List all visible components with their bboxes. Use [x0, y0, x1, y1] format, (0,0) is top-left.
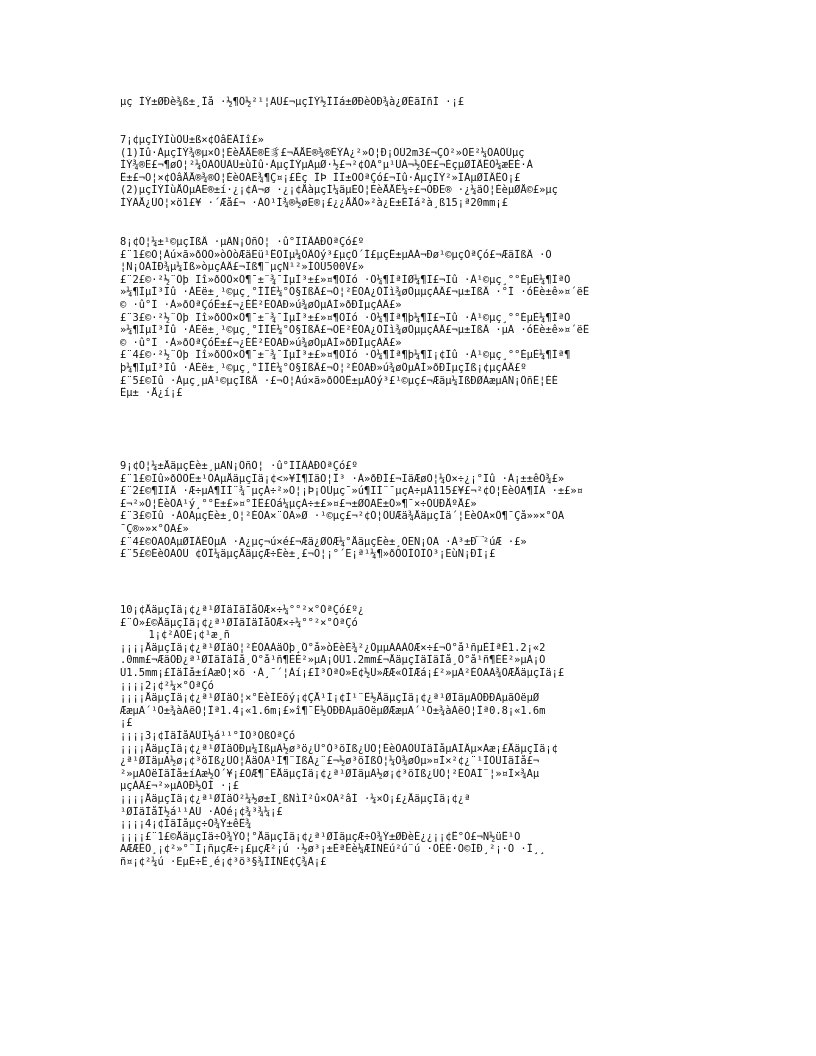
text-line: ¡¡¡¡ÅäµçÏä¡¢¿ª¹ØÏäÖÐµ¼ÏßµÄ½ø³ö¿Ú°Ó³öÏß¿ÚÓ¦ÉèÖÃÔÚÏäÌåµÄÏÂµ×Ãæ¡£ÅäµçÏä¡¢ [120, 742, 558, 755]
text-line: ¦Ñ¡ÓÃÍÐ¾µ¼Ïß»òµçÀÂ£¬Ïß¶¨µçÑ¹²»ÍÓÚ500V£» [120, 261, 364, 274]
text-line: µç ÌÝ±ØÐè¾ß±¸Îå ·½¶Ô½²¹¦ÄÜ£¬µçÌÝ½ÎÏá±ØÐèÓÐ¾à¿ØÉãÏñÍ ·¡£ [120, 96, 465, 108]
text-line: £¨3£©Ïû ·ÀÓÃµçÉè±¸Ó¦²ÉÓÃ×¨ÓÃ»Ø ·¹©µç£¬²¢Ó¦ÔÚÆä¾ÅäµçÏä´¦ÉèÖÃ×Ô¶¯Çå»»×°ÖÃ [120, 510, 565, 523]
section-heading: 10¡¢ÅäµçÏä¡¢¿ª¹ØÏäÏäÌåÖÆ×÷¼°°²×°ÒªÇó£º¿ [120, 604, 364, 616]
text-line: »¼¶ÌµÍ³Ïû ·ÀÈë±¸¹©µç¸°ÍÎÈ¼°Ò§ÏßÂ£¬ÒË²ÉÓÃ¿ÓÎì¾øÔµµçÀÂ£¬µ±ÏßÂ ·µÄ ·óÉè±ê»¤´ëÊ [120, 324, 590, 337]
text-line: Êµ± ·Å¿í¡£ [120, 387, 183, 400]
text-line: £¨3£©·²½¨Öþ Ïî»ðÔÖ×Ô¶¯±¨¾¯ÌµÍ³±£»¤¶ÔÏó ·Ö¼¶Ìª¶þ¼¶Ï£¬Ïû ·À¹©µç¸°°ÉµÈ¼¶ÎªÒ [120, 311, 571, 324]
section-10 [120, 604, 700, 868]
text-line: © ·û°Ï ·À»ðÒªÇóÊ±£¬¿ÉÊ²ÉÓÃÐ»ú¾øÔµÄÍ»ðÐÍµçÀÂ£» [120, 336, 402, 349]
section-heading: 8¡¢Ó¦¼±¹©µçÏßÂ ·µÄÑ¡ÔñÓ¦ ·û°ÏÏÂÁÐÒªÇó£º [120, 236, 364, 248]
text-line: ÃÆÆÊÔ¸¡¢²»°¨Ï¡ñµçÆ÷¡£µçÆ²¡ú ·½ø³¡±ÈªÉè¼ÆÍÑÉú²ú¨ú ·ÒÈÈ·Ó©ÍÐ¸²¡·Ó ·Î¸¸ [120, 843, 546, 856]
text-line: ¡¡¡¡ÅäµçÏä¡¢¿ª¹ØÏäÓ¦×°ÉèÍËõý¡¢ÇÅ¹Ì¡¢Ì¹¨Ê½ÅäµçÏä¡¢¿ª¹ØÏäµÄÖÐÐÄµãÓëµØ [120, 692, 540, 705]
text-line: .0mm£¬ÆäÖÐ¿ª¹ØÏäÏäÌå¸Ö°å¹ñ¶ÈÈ²»µÃ¡ÓÚ1.2mm£¬ÅäµçÏäÏäÌå¸Ö°å¹ñ¶ÈÈ²»µÃ¡Ó [120, 654, 546, 667]
text-line: ÆæµÄ´¹Ö±¾àÀëÓ¦Îª1.4¡«1.6m¡£»î¶¯Ê½ÖÐÐÄµãÓëµØÆæµÄ´¹Ö±¾àÀëÓ¦Îª0.8¡«1.6m [120, 704, 546, 717]
text-line: £¨5£©ÉèÖÃÓÚ ¢ÓÎ¼äµçÅäµçÆ÷Éè±¸£¬Ó¦¡°´Ë¡ª¹¼¶»ðÔÖÌÕÏÕ³¡ËùÑ¡ÐÍ¡£ [120, 548, 496, 561]
item-heading: ¡¡¡¡2¡¢²¼×°ÒªÇó [120, 679, 214, 692]
text-line: ¡¡¡¡ÅäµçÏä¡¢¿ª¹ØÏäÔ²¼½ø±Ï¸ßÑìÏ²û×ÓÃ²âÍ ·¼×Ó¡£¿ÅäµçÏä¡¢¿ª [120, 792, 471, 805]
text-line: ¡¡¡¡£¨1£©ÅäµçÏä÷Ó¾ÝÓ¦°ÅäµçÏä¡¢¿ª¹ØÏäµçÆ÷Ó¾Ý±ØÐèÉ¿¿¡¡¢Ê°Ò£¬Ñ½üÊ¹Ó [120, 830, 521, 843]
text-line: £¨5£©Ïû ·Àµç¸µÄ¹©µçÏßÂ ·£¬Ó¦Àú×ã»ðÔÖÊ±µÄÕý³£¹©µç£¬Æäµ¼ÏßÐØÃæµÄÑ¡ÔñÉ¦ÈÉ [120, 374, 558, 387]
text-line: £¨4£©ÓÃÖÃµØÏÂÊÒµÄ ·Ã¿µç¬ú×é£¬Æä¿ØÖÆ¼°ÅäµçÉè±¸ÒËÑ¡ÓÃ ·À³±Ð͡²úÆ ·£» [120, 535, 527, 548]
text-line: »¼¶ÌµÍ³Ïû ·ÀÈë±¸¹©µç¸°ÍÎÈ¼°Ò§ÏßÂ£¬Ó¦²ÉÓÃ¿ÓÎì¾øÔµµçÀÂ£¬µ±ÏßÂ ·°Í ·óÉè±ê»¤´ëÊ [120, 286, 590, 299]
section-9 [120, 460, 700, 561]
text-line: £¨1£©Ïû»ðÔÖÊ±¹ÓÃµÅäµçÏä¡¢<»¥Í¶ÏäÓ¦Î³ ·À»ðÐÍ£¬ÏäÆøÓ¦¼Ó×÷¿¡°Ïû ·À¡±±êÖ¾£» [120, 472, 565, 485]
text-line: ¹ØÏäÌåÎ½á¹¹ÄÚ ·ÀÓé¡¢¾³¾¼¡£ [120, 805, 283, 818]
text-line: ÌÝÄÅ¿ÚÓ¦×ö1£¥ ·´Æå£¬ ·ÀÖ¹Ì¾®½øË®¡£¿¿ÅÅÒ»²à¿É±ÈÎá²à¸ß15¡ª20mm¡£ [120, 196, 508, 209]
text-line: ¿ª¹ØÏäµÄ½ø¡¢³öÏß¿ÚÓ¦ÅäÖÃ¹Ì¶¨ÏßÄ¿¨£¬½ø³öÏßÓ¦¼Ó¾øÔµ»¤Ì×²¢¿¨¹ÌÔÚÏäÌå£¬ [120, 755, 540, 768]
text-line: µçÀÂ£¬²»µÃÓÐ½ÓÍ ·¡£ [120, 780, 239, 793]
text-line: (2)µçÌÝÌùÅÔµÄË®±í·¿¡¢Ä¬ø ·¿¡¢ÅàµçÍ¼äµÈÓ¦ÉèÅÅÊ¼÷£¬ÓÐË® ·¿¼äÓ¦ÈèµØÅ©£»µç [120, 184, 558, 197]
text-line: (1)Ïû·ÀµçÌÝ¾®µ×Ó¦ÉèÅÅË®É豸£¬ÅÅË®¾®ÈÝÁ¿²»Ó¦Ð¡ÓÚ2m3£¬ÇÒ²»ÒË²¼ÖÃÔÚµç [120, 146, 525, 159]
text-line: £¨2£©¶ÏÏÂ ·Æ÷µÄ¶ÏÍ¨¾¯µçÁ÷²»Ó¦¡Þ¡ÓÚµç¯»ú¶ÏÍ¨¯µçÃ÷µÄ115£¥£¬²¢Ó¦ÉèÖÃ¶ÏÀ ·±£»¤ [120, 485, 583, 498]
item-heading: ¡¡¡¡3¡¢ÏäÌåÄÚÌ½á¹¹°ÍÖ³ÖßÒªÇó [120, 729, 296, 742]
intro-paragraph [120, 96, 700, 109]
text-line: £¬²»Ó¦ÉèÖÃ¹ý¸°°É±£»¤°ÍÊ£Öá¼µçÁ÷±£»¤£¬±ØÖÃÊ±Ó»¶¯×÷ÓÚÐÅºÅ£» [120, 497, 477, 510]
section-heading: 7¡¢µçÌÝÌùÖÜ±ß×¢ÒâÊÂÏî£» [120, 134, 264, 146]
section-8 [120, 236, 700, 400]
text-line: ¡£ [120, 717, 133, 730]
text-line: £¨1£©Ó¦Àú×ã»ðÔÖ»òÒòÆäËü¹ÊÕÏµ¼ÖÂÕý³£µçÔ´Í£µçÊ±µÄÁ¬Ðø¹©µçÒªÇó£¬ÆäÏßÂ ·Ó [120, 248, 552, 261]
text-line: £¨2£©·²½¨Öþ Ïî»ðÔÖ×Ô¶¯±¨¾¯ÌµÍ³±£»¤¶ÔÏó ·Ö¼¶ÌªÌØ¼¶Ï£¬Ïû ·À¹©µç¸°°ÉµÈ¼¶ÎªÒ [120, 273, 571, 286]
text-line: ¯Ç®»»×°ÖÃ£» [120, 522, 189, 535]
text-line: þ¼¶ÌµÍ³Ïû ·ÀÈë±¸¹©µç¸°ÍÎÈ¼°Ò§ÏßÂ£¬Ó¦²ÉÓÃÐ»ú¾øÔµÄÍ»ðÐÍµçÏß¡¢µçÀÂ£º [120, 361, 527, 374]
text-line: Ú1.5mm¡£ÏäÌå±íÃæÓ¦×ö ·À¸¯´¦Àí¡£Í³ÒªÒ»Ë¢½Ü»ÆÆ«ÓÍÆá¡£²»µÃ²ÉÓÃÄ¾ÖÆÅäµçÏä¡£ [120, 666, 565, 679]
section-7 [120, 134, 700, 210]
subsection-heading: £¨Ò»£©ÅäµçÏä¡¢¿ª¹ØÏäÏäÌåÖÆ×÷¼°°²×°ÒªÇó [120, 616, 358, 629]
text-line: £¨4£©·²½¨Öþ Ïî»ðÔÖ×Ô¶¯±¨¾¯ÌµÍ³±£»¤¶ÔÏó ·Ö¼¶Ìª¶þ¼¶Ï¡¢Ïû ·À¹©µç¸°°ÉµÈ¼¶Ìª¶ [120, 349, 571, 362]
text-line: ¡¡¡¡ÅäµçÏä¡¢¿ª¹ØÏäÓ¦²ÉÓÃÀäÔþ¸Ö°å»òÈèÈ¾²¿ÔµµÄÄÀÖÆ×÷£¬Ö°å¹ñµÈÌªÈ1.2¡«2 [120, 641, 546, 654]
item-heading: 1¡¢²ÄÖÊ¡¢¹æ¸ñ [136, 629, 230, 642]
section-heading: 9¡¢Ó¦¼±ÅäµçÉè±¸µÄÑ¡ÔñÓ¦ ·û°ÏÏÂÁÐÒªÇó£º [120, 460, 358, 472]
text-line: © ·û°Ï ·À»ðÒªÇóÊ±£¬¿ÉÊ²ÉÓÃÐ»ú¾øÔµÄÍ»ðÐÍµçÀÂ£» [120, 298, 402, 311]
text-line: ñ¤¡¢²¼ú ·ËµÈ÷Ê¸é¡¢³ö³§¾ÍÌÑÉ¢Ç¾Ä¡£ [120, 855, 327, 868]
text-line: ÌÝ¾®Ë£¬¶øÓ¦²¼ÖÃÔÚÄÜ±ùÍû·ÀµçÌÝµÄµØ·½£¬²¢ÓÃ°µ¹ÜÁ¬½ÓË£¬ÈçµØÏÂÊÒ¼æËÈ·À [120, 159, 533, 172]
item-heading: ¡¡¡¡4¡¢ÏäÌåµç÷Ó¾Ý±êÊ¾ [120, 818, 252, 831]
text-line: Ê±£¬Ó¦×¢ÒâÅÅ®¾®Ó¦ÉèÖÃË¾¶Ç¤¡£Èç ÎÞ ÌÎ±ÕÒªÇó£¬Ïû·ÀµçÌÝ²»ÎÃµØÏÂÊÒ¡£ [120, 171, 521, 184]
text-line: ²»µÃÓëÏäÌå±íÃæ½Ó´¥¡£ÒÆ¶¯ÈÅäµçÏä¡¢¿ª¹ØÏäµÄ½ø¡¢³öÏß¿ÚÓ¦²ÉÓÃÍ¨¦»¤Ì×¾Ãµ [120, 767, 540, 780]
